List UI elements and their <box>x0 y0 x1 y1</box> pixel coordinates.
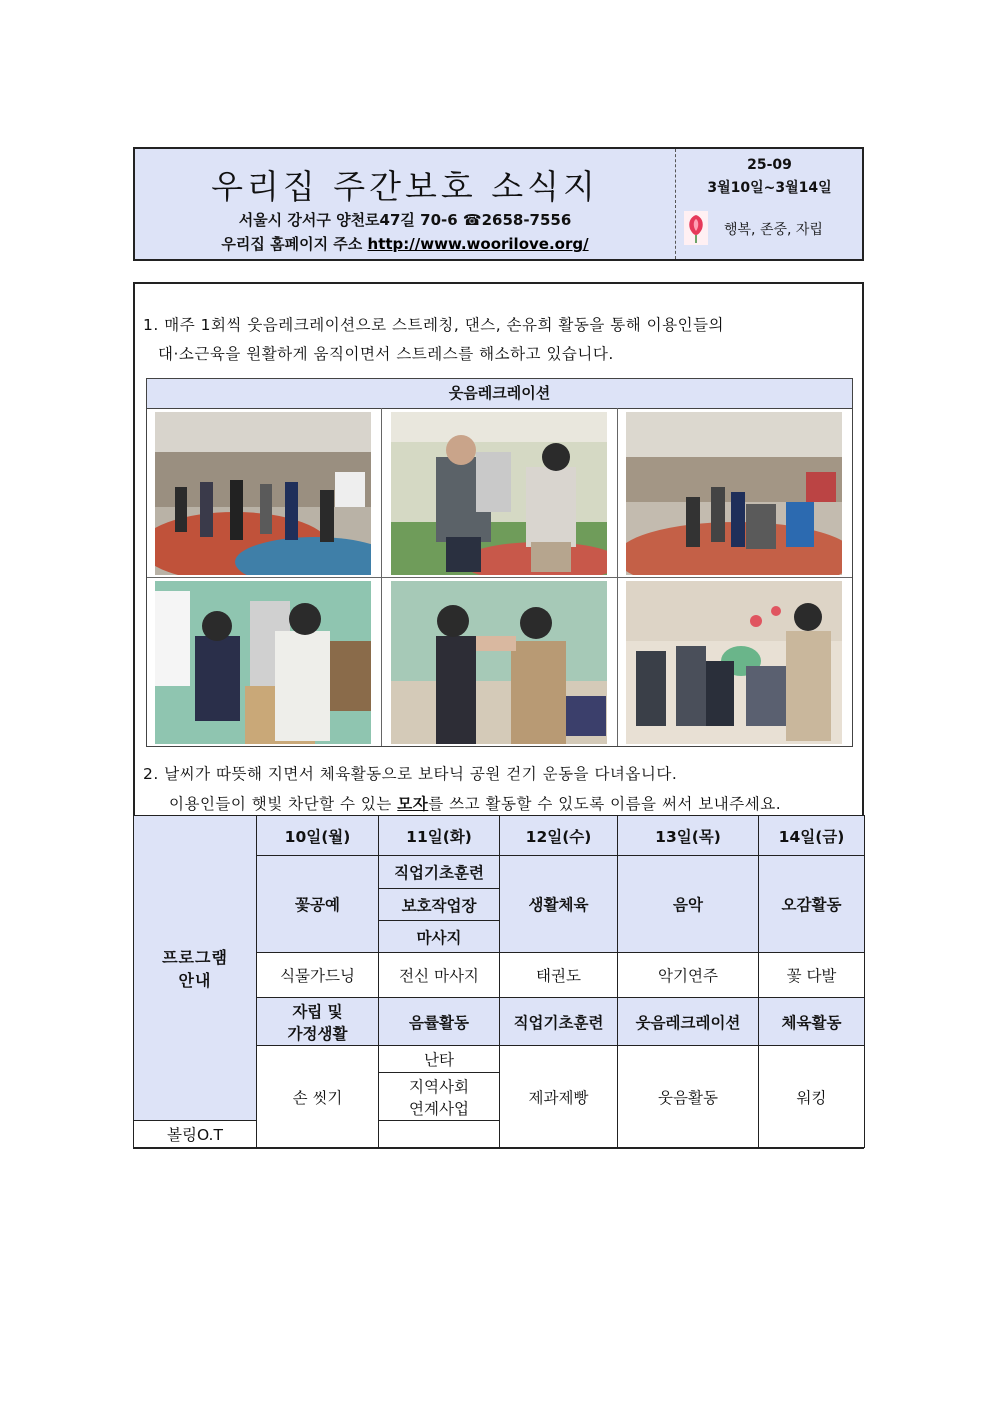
pm-detail-fri: 워킹 <box>759 1046 865 1148</box>
pm-program-mon-line-1: 자립 및 <box>292 1002 343 1021</box>
pm-program-wed: 직업기초훈련 <box>500 998 618 1046</box>
paragraph-1-line-2: 대·소근육을 원활하게 움직이면서 스트레스를 해소하고 있습니다. <box>158 345 614 363</box>
issue-number: 25-09 <box>747 157 792 173</box>
am-program-tue-2: 보호작업장 <box>379 889 500 921</box>
flower-logo-icon <box>684 211 708 245</box>
newsletter-header <box>133 147 864 261</box>
am-program-fri: 오감활동 <box>759 856 865 953</box>
program-schedule-table <box>133 815 865 1148</box>
program-guide-label <box>134 816 257 1121</box>
pm-detail-tue-1: 난타 <box>379 1046 500 1073</box>
side-label-1: 프로그램 <box>162 948 228 967</box>
paragraph-2-text-b: 를 쓰고 활동할 수 있도록 이름을 써서 보내주세요. <box>428 795 782 813</box>
homepage-label: 우리집 홈페이지 주소 <box>221 235 363 253</box>
am-program-mon: 꽃공예 <box>257 856 379 953</box>
am-detail-thu: 악기연주 <box>618 953 759 998</box>
am-detail-mon: 식물가드닝 <box>257 953 379 998</box>
pm-detail-wed: 제과제빵 <box>500 1046 618 1148</box>
am-program-tue-1: 직업기초훈련 <box>379 856 500 889</box>
hat-highlight: 모자 <box>397 795 429 813</box>
photo-section <box>146 378 853 747</box>
pm-program-thu: 웃음레크레이션 <box>618 998 759 1046</box>
homepage-link[interactable]: http://www.woorilove.org/ <box>367 235 589 253</box>
photo-divider <box>147 577 852 578</box>
day-wed: 12일(수) <box>500 816 618 856</box>
pm-detail-tue-2 <box>379 1073 500 1121</box>
day-mon: 10일(월) <box>257 816 379 856</box>
am-program-wed: 생활체육 <box>500 856 618 953</box>
am-detail-fri: 꽃 다발 <box>759 953 865 998</box>
pm-program-mon-line-2: 가정생활 <box>287 1024 348 1043</box>
day-fri: 14일(금) <box>759 816 865 856</box>
newsletter-title: 우리집 주간보호 소식지 <box>211 167 599 206</box>
am-program-tue-3: 마사지 <box>379 921 500 953</box>
homepage-line <box>135 233 675 254</box>
pm-detail-thu: 웃음활동 <box>618 1046 759 1148</box>
day-tue: 11일(화) <box>379 816 500 856</box>
am-program-thu: 음악 <box>618 856 759 953</box>
day-thu: 13일(목) <box>618 816 759 856</box>
pm-detail-mon: 손 씻기 <box>257 1046 379 1148</box>
pm-program-tue: 음률활동 <box>379 998 500 1046</box>
am-detail-tue: 전신 마사지 <box>379 953 500 998</box>
address-phone: 서울시 강서구 양천로47길 70-6 ☎2658-7556 <box>238 211 572 229</box>
motto: 행복, 존중, 자립 <box>724 222 823 238</box>
header-info <box>675 149 863 259</box>
pm-program-mon <box>257 998 379 1046</box>
recreation-photo-2 <box>391 412 607 575</box>
paragraph-2-text-a: 이용인들이 햇빛 차단할 수 있는 <box>169 795 398 813</box>
recreation-photo-1 <box>155 412 371 575</box>
paragraph-2-line-1: 2. 날씨가 따뜻해 지면서 체육활동으로 보타닉 공원 걷기 운동을 다녀옵니다. <box>143 765 678 783</box>
paragraph-2-line-2 <box>169 792 781 814</box>
recreation-photo-4 <box>155 581 371 744</box>
side-label-2: 안내 <box>178 971 212 990</box>
pm-program-fri: 체육활동 <box>759 998 865 1046</box>
issue-date: 3월10일~3월14일 <box>707 180 832 196</box>
pm-detail-tue-2-line-1: 지역사회 <box>409 1077 469 1096</box>
pm-detail-tue-2-line-2: 연계사업 <box>409 1099 469 1118</box>
pm-detail-tue-3: 볼링O.T <box>134 1121 257 1148</box>
paragraph-1-line-1: 1. 매주 1회씩 웃음레크레이션으로 스트레칭, 댄스, 손유희 활동을 통해 이용인들의 <box>143 316 724 334</box>
am-detail-wed: 태권도 <box>500 953 618 998</box>
photo-section-title: 웃음레크레이션 <box>147 379 852 409</box>
day-header-row <box>134 816 865 856</box>
recreation-photo-5 <box>391 581 607 744</box>
header-main <box>135 149 675 259</box>
recreation-photo-3 <box>626 412 842 575</box>
recreation-photo-6 <box>626 581 842 744</box>
